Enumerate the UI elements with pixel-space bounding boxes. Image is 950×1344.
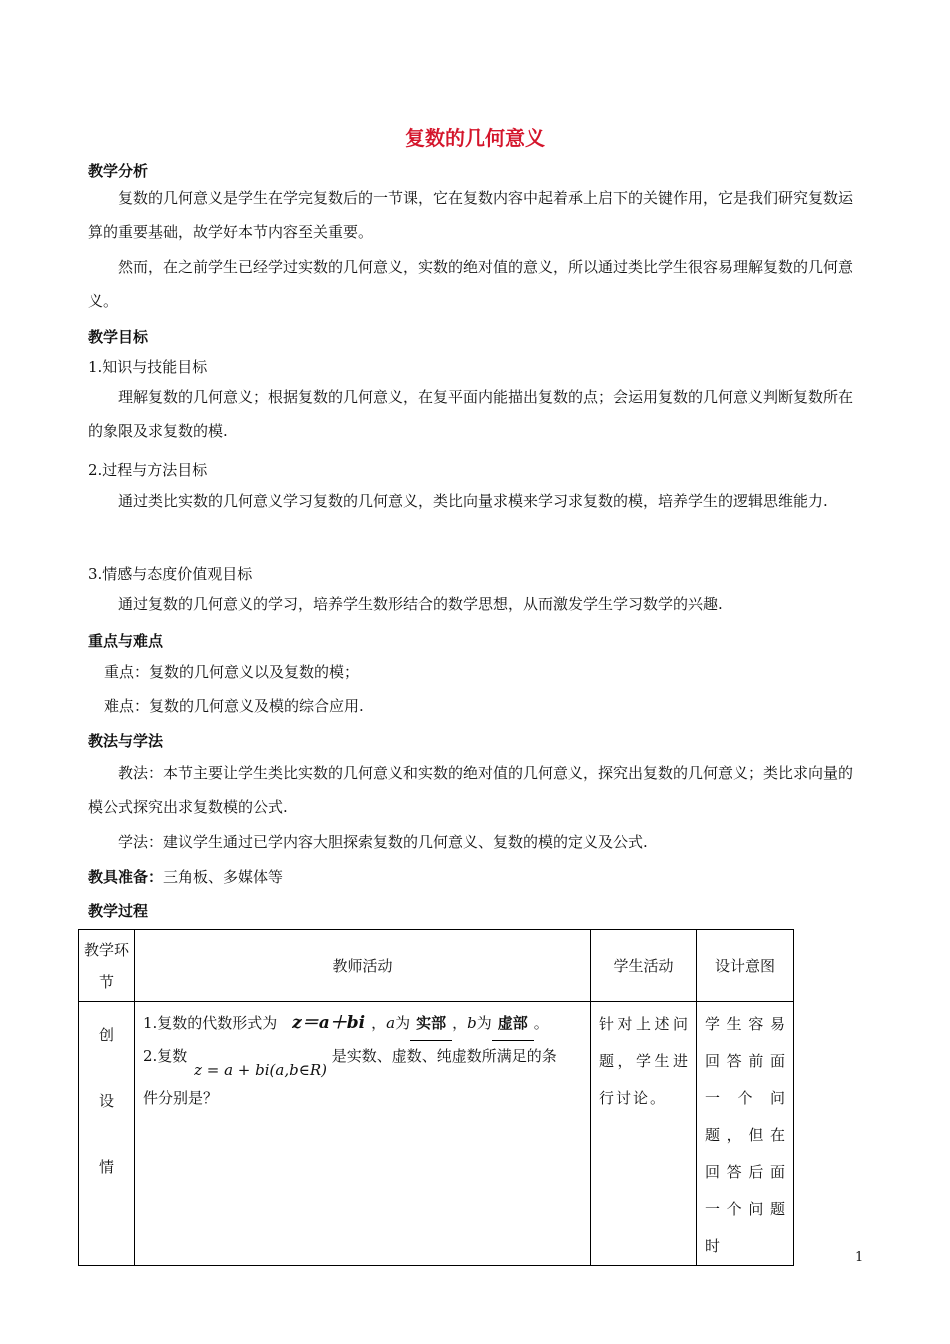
table-row bbox=[79, 1002, 794, 1266]
formula-complex-number: z = a + bi(a,b∈R) bbox=[194, 1061, 327, 1079]
formula-algebraic-form: z＝a＋bi bbox=[292, 1013, 366, 1033]
difficult-point: 难点：复数的几何意义及模的综合应用. bbox=[104, 697, 364, 715]
header-teacher: 教师活动 bbox=[135, 930, 591, 1002]
process-heading: 教学过程 bbox=[88, 902, 149, 920]
goal-3-title: 3.情感与态度价值观目标 bbox=[88, 565, 253, 583]
student-activity-cell: 针对上述问题，学生进行讨论。 bbox=[591, 1002, 697, 1266]
tools-label: 教具准备： bbox=[88, 868, 164, 886]
header-stage: 教学环节 bbox=[79, 930, 135, 1002]
stage-char: 创 bbox=[98, 1026, 114, 1044]
process-table bbox=[78, 929, 794, 1266]
goals-heading: 教学目标 bbox=[88, 328, 149, 346]
teacher-activity-cell bbox=[135, 1002, 591, 1266]
goal-1-title: 1.知识与技能目标 bbox=[88, 358, 208, 376]
header-intent: 设计意图 bbox=[697, 930, 794, 1002]
answer-blank-real-part: 实部 bbox=[410, 1006, 452, 1041]
learning-method: 学法：建议学生通过已学内容大胆探索复数的几何意义、复数的模的定义及公式. bbox=[118, 833, 648, 851]
stage-char: 设 bbox=[98, 1092, 114, 1110]
analysis-paragraph-2: 然而，在之前学生已经学过实数的几何意义，实数的绝对值的意义，所以通过类比学生很容易理解复数的几何意义。 bbox=[88, 258, 854, 310]
teacher-line-3: 件分别是？ bbox=[143, 1089, 219, 1107]
stage-char: 情 bbox=[98, 1158, 114, 1176]
goal-2-title: 2.过程与方法目标 bbox=[88, 461, 208, 479]
answer-blank-imaginary-part: 虚部 bbox=[492, 1006, 534, 1041]
header-student: 学生活动 bbox=[591, 930, 697, 1002]
analysis-paragraph-1: 复数的几何意义是学生在学完复数后的一节课，它在复数内容中起着承上启下的关键作用，它是我们研究复数运算的重要基础，故学好本节内容至关重要。 bbox=[88, 189, 854, 241]
goal-2-text: 通过类比实数的几何意义学习复数的几何意义，类比向量求模来学习求复数的模，培养学生的逻辑思维能力. bbox=[118, 492, 828, 510]
goal-1-text: 理解复数的几何意义；根据复数的几何意义，在复平面内能描出复数的点；会运用复数的几何意义判断复数所在的象限及求复数的模. bbox=[88, 388, 854, 440]
teacher-line-2: 2.复数 z = a + bi(a,b∈R) 是实数、虚数、纯虚数所满足的条 bbox=[143, 1047, 557, 1079]
teacher-line-1: 1.复数的代数形式为 z＝a＋bi ，a为 实部 ，b为 虚部 。 bbox=[143, 1006, 582, 1041]
teaching-method: 教法：本节主要让学生类比实数的几何意义和实数的绝对值的几何意义，探究出复数的几何意义；类比求向量的模公式探究出求复数模的公式. bbox=[88, 764, 854, 816]
tools-line bbox=[88, 866, 283, 887]
goal-3-text: 通过复数的几何意义的学习，培养学生数形结合的数学思想，从而激发学生学习数学的兴趣. bbox=[118, 595, 723, 613]
stage-cell bbox=[79, 1002, 135, 1266]
design-intent-cell: 学生容易回答前面一个问题，但在回答后面一个问题时 bbox=[697, 1002, 794, 1266]
key-point: 重点：复数的几何意义以及复数的模； bbox=[104, 663, 360, 681]
analysis-heading: 教学分析 bbox=[88, 162, 149, 180]
methods-heading: 教法与学法 bbox=[88, 732, 164, 750]
page-number: 1 bbox=[855, 1250, 864, 1265]
tools-text: 三角板、多媒体等 bbox=[163, 868, 284, 886]
key-points-heading: 重点与难点 bbox=[88, 632, 164, 650]
document-title: 复数的几何意义 bbox=[405, 126, 545, 150]
table-header-row bbox=[79, 930, 794, 1002]
